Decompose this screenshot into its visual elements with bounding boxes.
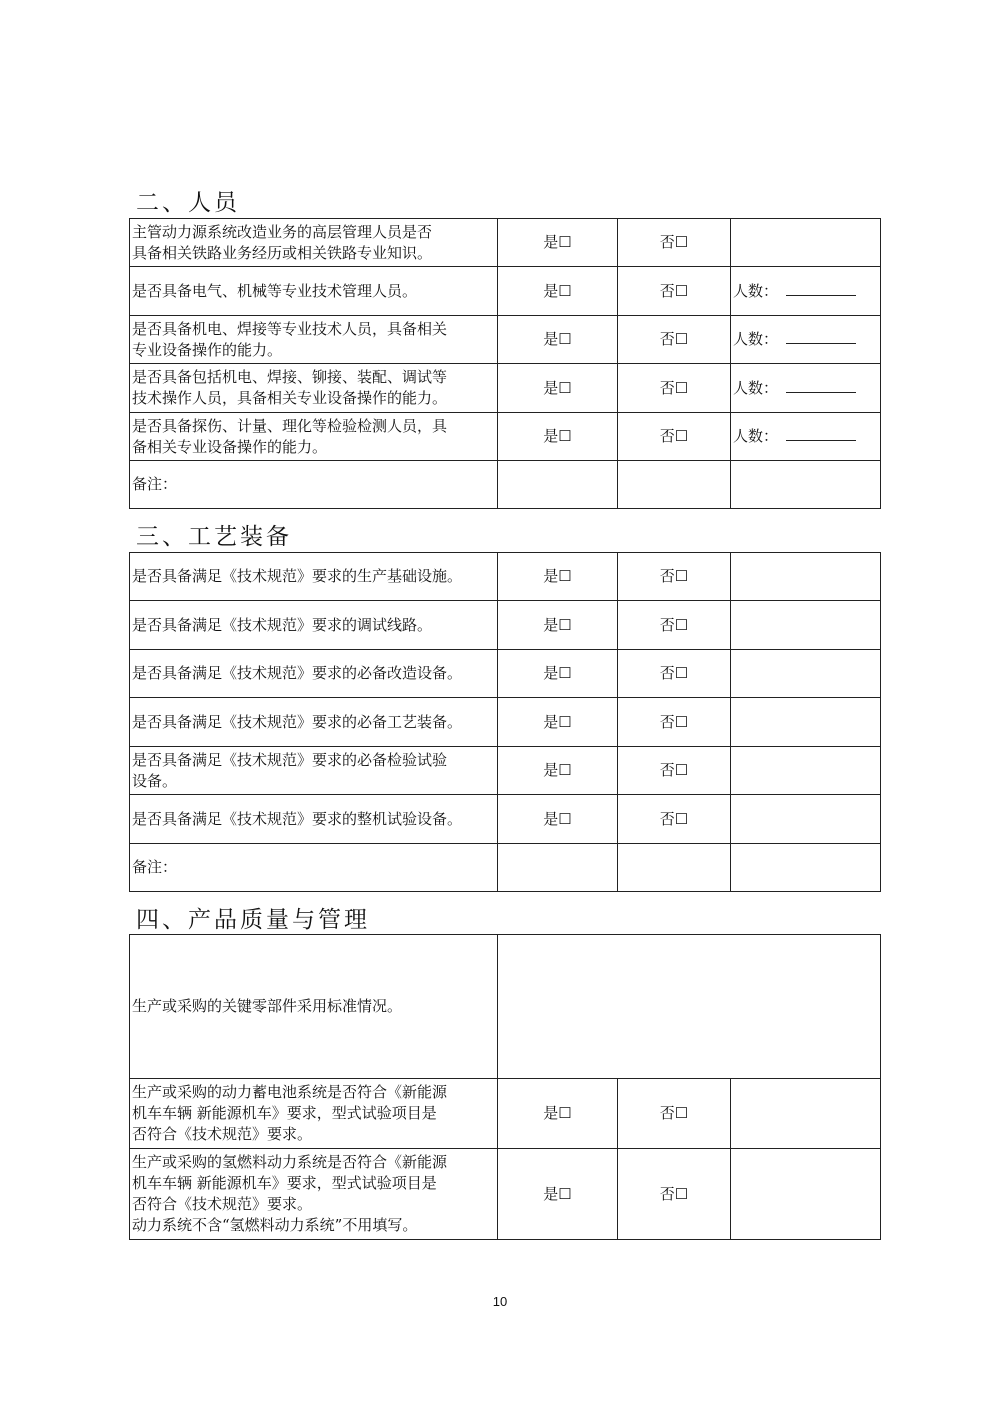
headcount-blank[interactable] — [786, 426, 856, 441]
headcount-label: 人数： — [733, 281, 779, 300]
no-checkbox[interactable]: 否☐ — [618, 316, 731, 364]
remark-cell[interactable] — [731, 844, 881, 892]
table-row — [130, 364, 881, 413]
yes-checkbox[interactable]: 是☐ — [498, 553, 618, 601]
yes-checkbox[interactable]: 是☐ — [498, 364, 618, 413]
question-cell: 生产或采购的氢燃料动力系统是否符合《新能源 机车车辆 新能源机车》要求，型式试验项目是 否符合《技术规范》要求。 动力系统不含“氢燃料动力系统”不用填写。 — [130, 1149, 498, 1240]
question-cell: 是否具备满足《技术规范》要求的生产基础设施。 — [130, 553, 498, 601]
answer-cell[interactable] — [498, 935, 881, 1079]
headcount-cell — [731, 364, 881, 413]
no-checkbox[interactable]: 否☐ — [618, 413, 731, 461]
remark-cell[interactable] — [498, 844, 618, 892]
question-cell: 主管动力源系统改造业务的高层管理人员是否 具备相关铁路业务经历或相关铁路专业知识。 — [130, 219, 498, 267]
yes-checkbox[interactable]: 是☐ — [498, 650, 618, 698]
question-cell: 生产或采购的关键零部件采用标准情况。 — [130, 935, 498, 1079]
yes-checkbox[interactable]: 是☐ — [498, 1079, 618, 1149]
headcount-label: 人数： — [733, 330, 779, 348]
table-row — [130, 601, 881, 650]
headcount-cell — [731, 413, 881, 461]
table-row — [130, 413, 881, 461]
remark-cell[interactable] — [731, 461, 881, 509]
remark-label: 备注： — [130, 461, 498, 509]
yes-checkbox[interactable]: 是☐ — [498, 219, 618, 267]
no-checkbox[interactable]: 否☐ — [618, 795, 731, 844]
yes-checkbox[interactable]: 是☐ — [498, 601, 618, 650]
question-cell: 是否具备满足《技术规范》要求的整机试验设备。 — [130, 795, 498, 844]
remark-cell[interactable] — [498, 461, 618, 509]
yes-checkbox[interactable]: 是☐ — [498, 413, 618, 461]
yes-checkbox[interactable]: 是☐ — [498, 316, 618, 364]
section3-table — [129, 552, 881, 892]
extra-cell — [731, 698, 881, 747]
no-checkbox[interactable]: 否☐ — [618, 553, 731, 601]
extra-cell — [731, 553, 881, 601]
remark-row — [130, 461, 881, 509]
no-checkbox[interactable]: 否☐ — [618, 747, 731, 795]
table-row — [130, 935, 881, 1079]
question-cell: 是否具备机电、焊接等专业技术人员，具备相关 专业设备操作的能力。 — [130, 316, 498, 364]
headcount-blank[interactable] — [786, 281, 856, 296]
section4-heading: 四、产品质量与管理 — [136, 907, 370, 933]
extra-cell — [731, 747, 881, 795]
table-row — [130, 267, 881, 316]
page-number: 10 — [492, 1294, 508, 1309]
question-cell: 是否具备包括机电、焊接、铆接、装配、调试等 技术操作人员，具备相关专业设备操作的能力。 — [130, 364, 498, 413]
no-checkbox[interactable]: 否☐ — [618, 601, 731, 650]
section4-table — [129, 934, 881, 1240]
headcount-label: 人数： — [733, 378, 779, 397]
extra-cell — [731, 795, 881, 844]
table-row — [130, 650, 881, 698]
yes-checkbox[interactable]: 是☐ — [498, 267, 618, 316]
no-checkbox[interactable]: 否☐ — [618, 267, 731, 316]
yes-checkbox[interactable]: 是☐ — [498, 698, 618, 747]
table-row — [130, 1149, 881, 1240]
extra-cell — [731, 219, 881, 267]
headcount-cell — [731, 316, 881, 364]
headcount-cell — [731, 267, 881, 316]
no-checkbox[interactable]: 否☐ — [618, 364, 731, 413]
question-cell: 是否具备电气、机械等专业技术管理人员。 — [130, 267, 498, 316]
extra-cell — [731, 601, 881, 650]
extra-cell — [731, 1149, 881, 1240]
headcount-blank[interactable] — [786, 329, 856, 344]
question-cell: 是否具备满足《技术规范》要求的必备工艺装备。 — [130, 698, 498, 747]
no-checkbox[interactable]: 否☐ — [618, 219, 731, 267]
remark-cell[interactable] — [618, 844, 731, 892]
question-cell: 是否具备满足《技术规范》要求的必备检验试验 设备。 — [130, 747, 498, 795]
headcount-blank[interactable] — [786, 378, 856, 393]
table-row — [130, 747, 881, 795]
remark-cell[interactable] — [618, 461, 731, 509]
no-checkbox[interactable]: 否☐ — [618, 650, 731, 698]
question-cell: 生产或采购的动力蓄电池系统是否符合《新能源 机车车辆 新能源机车》要求，型式试验项目是 否符合《技术规范》要求。 — [130, 1079, 498, 1149]
question-cell: 是否具备满足《技术规范》要求的调试线路。 — [130, 601, 498, 650]
section2-table — [129, 218, 881, 509]
extra-cell — [731, 1079, 881, 1149]
question-cell: 是否具备探伤、计量、理化等检验检测人员，具 备相关专业设备操作的能力。 — [130, 413, 498, 461]
table-row — [130, 698, 881, 747]
table-row — [130, 219, 881, 267]
question-cell: 是否具备满足《技术规范》要求的必备改造设备。 — [130, 650, 498, 698]
section2-heading: 二、人员 — [136, 190, 240, 216]
headcount-label: 人数： — [733, 427, 779, 445]
no-checkbox[interactable]: 否☐ — [618, 698, 731, 747]
no-checkbox[interactable]: 否☐ — [618, 1149, 731, 1240]
table-row — [130, 1079, 881, 1149]
yes-checkbox[interactable]: 是☐ — [498, 795, 618, 844]
extra-cell — [731, 650, 881, 698]
table-row — [130, 795, 881, 844]
section3-heading: 三、工艺装备 — [136, 524, 292, 550]
yes-checkbox[interactable]: 是☐ — [498, 747, 618, 795]
no-checkbox[interactable]: 否☐ — [618, 1079, 731, 1149]
table-row — [130, 553, 881, 601]
yes-checkbox[interactable]: 是☐ — [498, 1149, 618, 1240]
table-row — [130, 316, 881, 364]
remark-label: 备注： — [130, 844, 498, 892]
remark-row — [130, 844, 881, 892]
